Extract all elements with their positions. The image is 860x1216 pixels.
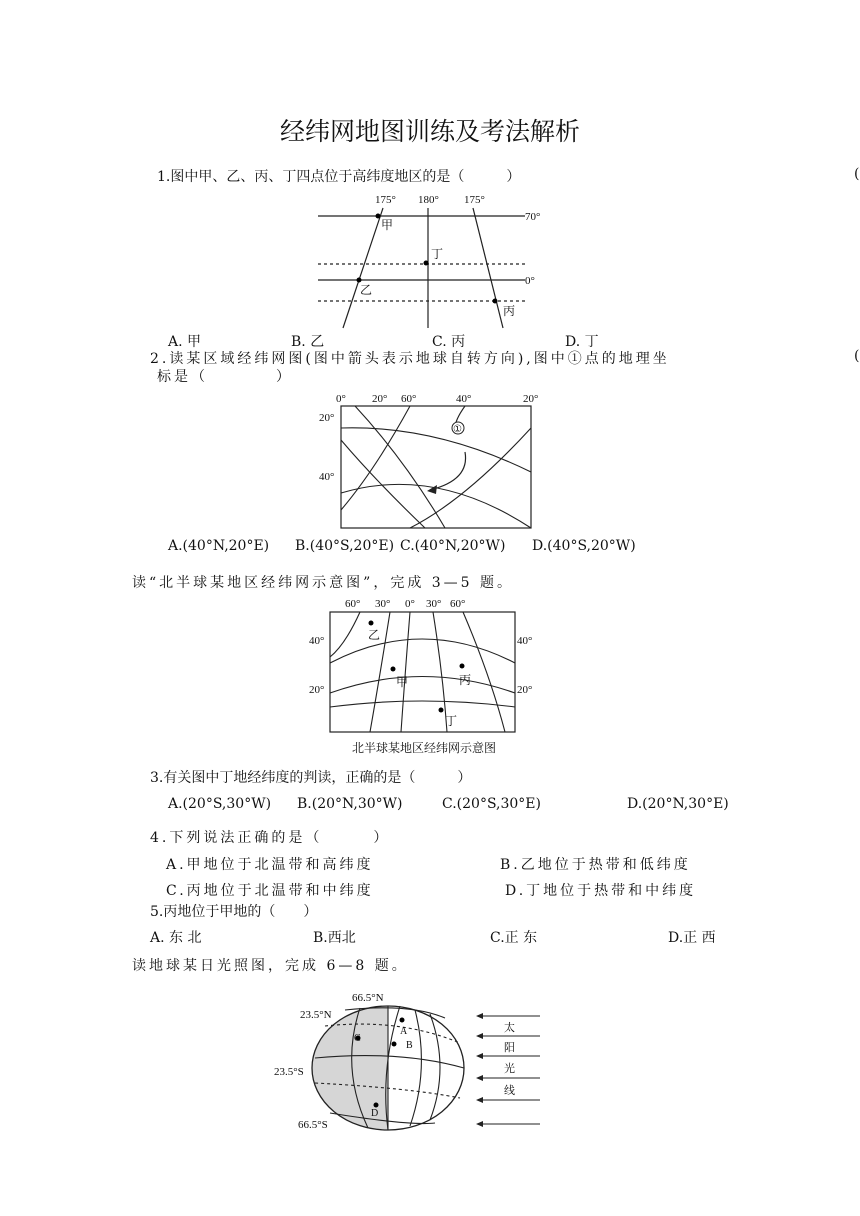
stray-paren: ( — [854, 166, 860, 182]
q2-option-b[interactable]: B.(40°S,20°E) — [295, 538, 395, 554]
q2-option-d[interactable]: D.(40°S,20°W) — [532, 538, 636, 554]
lat-30-line — [330, 677, 515, 694]
q5-option-b[interactable]: B.西北 — [313, 930, 356, 946]
q5-option-c[interactable]: C.正 东 — [490, 930, 538, 946]
point-bing — [493, 299, 498, 304]
q5-stem: 5.丙地位于甲地的（ ） — [150, 904, 318, 920]
q2-option-a[interactable]: A.(40°N,20°E) — [168, 538, 270, 554]
lon-label: 175° — [464, 194, 485, 206]
lon-label: 175° — [375, 194, 396, 206]
point-label: 甲 — [396, 675, 409, 689]
lat-label: 70° — [525, 211, 541, 223]
point-label: ① — [453, 424, 462, 435]
q1-figure — [318, 190, 550, 332]
point-a — [400, 1018, 405, 1023]
point-label: A — [400, 1026, 408, 1037]
sun-label: 阳 — [504, 1042, 515, 1054]
lat-40-line — [330, 639, 515, 663]
q2-stem-line1: 2.读某区域经纬网图(图中箭头表示地球自转方向),图中①点的地理坐 — [150, 351, 670, 367]
lat-label: 66.5°N — [352, 992, 384, 1004]
meridian-60e — [463, 612, 505, 732]
point-ding — [439, 708, 444, 713]
point-bing — [460, 664, 465, 669]
point-label: 乙 — [360, 283, 373, 297]
q5-option-a[interactable]: A. 东 北 — [150, 930, 202, 946]
q4-option-c[interactable]: C.丙地位于北温带和中纬度 — [166, 883, 374, 899]
point-ding — [424, 261, 429, 266]
meridian-0 — [401, 612, 410, 732]
q4-option-d[interactable]: D.丁地位于热带和中纬度 — [505, 883, 697, 899]
lon-label: 40° — [456, 393, 472, 405]
point-yi — [357, 278, 362, 283]
q4-option-b[interactable]: B.乙地位于热带和低纬度 — [500, 857, 691, 873]
point-label: 丁 — [445, 714, 458, 728]
lon-label: 20° — [523, 393, 539, 405]
q1-option-d[interactable]: D. 丁 — [565, 334, 599, 350]
lon-label: 60° — [401, 393, 417, 405]
point-label: 甲 — [381, 218, 394, 232]
lon-label: 30° — [375, 598, 391, 610]
q1-option-b[interactable]: B. 乙 — [291, 334, 325, 350]
q4-option-a[interactable]: A.甲地位于北温带和高纬度 — [166, 857, 374, 873]
lat-label: 20° — [309, 684, 325, 696]
lon-label: 180° — [418, 194, 439, 206]
point-label: 乙 — [368, 628, 381, 642]
lon-label: 30° — [426, 598, 442, 610]
lat-line — [341, 428, 531, 472]
sun-label: 光 — [504, 1063, 515, 1075]
q1-stem: 1.图中甲、乙、丙、丁四点位于高纬度地区的是（ ） — [157, 169, 521, 185]
lat-label: 23.5°N — [300, 1009, 332, 1021]
q3-stem: 3.有关图中丁地经纬度的判读，正确的是（ ） — [150, 770, 472, 786]
q2-option-c[interactable]: C.(40°N,20°W) — [400, 538, 506, 554]
intro-3-5: 读“北半球某地区经纬网示意图”，完成 3—5 题。 — [132, 575, 515, 591]
lat-label: 20° — [319, 412, 335, 424]
meridian-left — [343, 208, 383, 328]
fig35-figure — [305, 595, 540, 735]
point-jia — [391, 667, 396, 672]
lat-label: 40° — [309, 635, 325, 647]
q3-option-d[interactable]: D.(20°N,30°E) — [627, 796, 729, 812]
meridian-line — [410, 428, 531, 528]
point-b — [392, 1042, 397, 1047]
lat-20-line — [330, 701, 515, 707]
lon-label: 20° — [372, 393, 388, 405]
sun-label: 线 — [504, 1085, 515, 1097]
point-label: 丙 — [503, 304, 516, 318]
q4-stem: 4.下列说法正确的是（ ） — [150, 830, 391, 846]
q3-option-a[interactable]: A.(20°S,30°W) — [168, 796, 272, 812]
meridian-line — [341, 406, 410, 510]
meridian-60w — [330, 612, 360, 657]
intro-6-8: 读地球某日光照图，完成 6—8 题。 — [132, 958, 409, 974]
lat-label: 40° — [319, 471, 335, 483]
point-label: D — [371, 1108, 379, 1119]
lat-label: 0° — [525, 275, 535, 287]
fig35-caption: 北半球某地区经纬网示意图 — [352, 741, 497, 755]
lon-label: 60° — [450, 598, 466, 610]
point-label: 丁 — [431, 247, 444, 261]
lon-label: 60° — [345, 598, 361, 610]
lat-label: 20° — [517, 684, 533, 696]
lon-label: 0° — [405, 598, 415, 610]
meridian-line — [341, 440, 425, 528]
q2-stem-line2: 标是（ ） — [157, 369, 293, 385]
sun-label: 太 — [504, 1022, 515, 1034]
q2-figure — [315, 390, 545, 530]
q3-option-b[interactable]: B.(20°N,30°W) — [297, 796, 403, 812]
page-title: 经纬网地图训练及考法解析 — [279, 117, 580, 146]
fig68-figure — [270, 988, 550, 1138]
lat-label: 40° — [517, 635, 533, 647]
point-label: 丙 — [459, 673, 472, 687]
point-d — [374, 1103, 379, 1108]
q1-option-c[interactable]: C. 丙 — [432, 334, 466, 350]
lon-label: 0° — [336, 393, 346, 405]
point-label: B — [406, 1040, 413, 1051]
q5-option-d[interactable]: D.正 西 — [668, 930, 716, 946]
point-yi — [369, 621, 374, 626]
meridian-right — [473, 208, 503, 328]
lat-label: 23.5°S — [274, 1066, 304, 1078]
point-label: C — [354, 1033, 361, 1044]
stray-paren: ( — [854, 348, 860, 364]
rotation-arrow — [430, 452, 466, 490]
q3-option-c[interactable]: C.(20°S,30°E) — [442, 796, 541, 812]
point-jia — [376, 214, 381, 219]
q1-option-a[interactable]: A. 甲 — [168, 334, 202, 350]
lat-label: 66.5°S — [298, 1119, 328, 1131]
